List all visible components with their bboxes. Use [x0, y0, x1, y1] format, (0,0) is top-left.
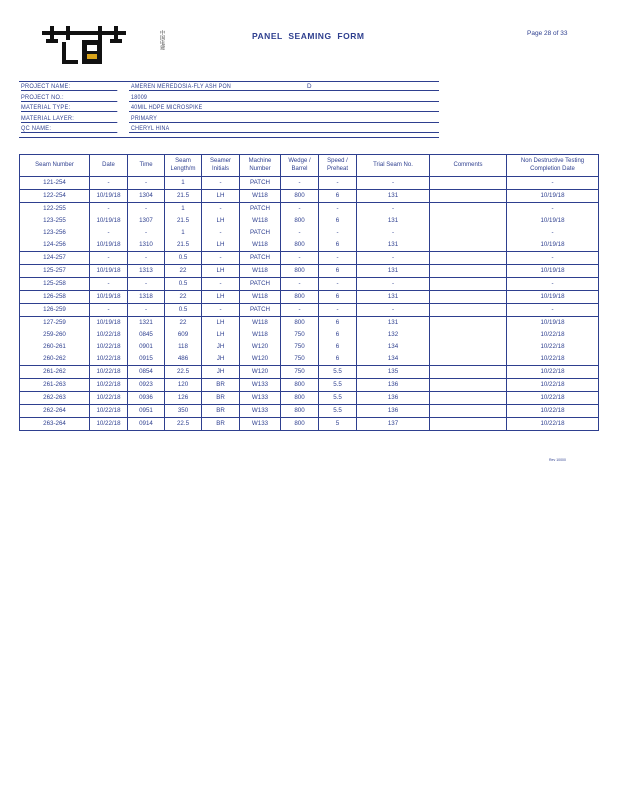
- cell-initials: JH: [202, 366, 240, 379]
- header-line-1: Seam Number: [35, 161, 74, 168]
- cell-initials: -: [202, 278, 240, 291]
- header-line-2: Initials: [211, 165, 229, 172]
- cell-trial: 131: [357, 291, 430, 304]
- cell-seam: 124-256: [20, 239, 90, 252]
- cell-seam: 263-264: [20, 418, 90, 431]
- column-header: [202, 155, 240, 177]
- logo-mark-icon: [42, 26, 126, 66]
- cell-speed: -: [319, 177, 357, 190]
- cell-time: 0914: [128, 418, 165, 431]
- cell-trial: 132: [357, 329, 430, 341]
- cell-seam: 122-255: [20, 203, 90, 216]
- cell-length: 126: [165, 392, 202, 405]
- cell-date: 10/22/18: [90, 379, 128, 392]
- cell-wedge: 800: [281, 291, 319, 304]
- cell-date: 10/22/18: [90, 329, 128, 341]
- cell-comments: [430, 278, 507, 291]
- cell-speed: 5: [319, 418, 357, 431]
- cell-speed: -: [319, 252, 357, 265]
- cell-length: 22.5: [165, 366, 202, 379]
- cell-seam: 259-260: [20, 329, 90, 341]
- cell-trial: -: [357, 278, 430, 291]
- cell-date: -: [90, 177, 128, 190]
- column-header: [20, 155, 90, 177]
- cell-comments: [430, 265, 507, 278]
- cell-trial: -: [357, 252, 430, 265]
- table-row: [20, 366, 599, 379]
- cell-machine: W120: [240, 366, 281, 379]
- cell-comments: [430, 341, 507, 353]
- cell-date: 10/19/18: [90, 291, 128, 304]
- cell-wedge: 800: [281, 317, 319, 330]
- table-row: [20, 278, 599, 291]
- column-header: [90, 155, 128, 177]
- cell-time: 0845: [128, 329, 165, 341]
- cell-time: -: [128, 227, 165, 239]
- cell-wedge: -: [281, 304, 319, 317]
- cell-trial: 136: [357, 405, 430, 418]
- cell-trial: 131: [357, 317, 430, 330]
- cell-machine: PATCH: [240, 278, 281, 291]
- cell-time: 1318: [128, 291, 165, 304]
- cell-seam: 261-262: [20, 366, 90, 379]
- cell-initials: LH: [202, 215, 240, 227]
- table-row: [20, 317, 599, 330]
- table-row: [20, 329, 599, 341]
- cell-comments: [430, 418, 507, 431]
- cell-speed: 6: [319, 239, 357, 252]
- cell-comments: [430, 304, 507, 317]
- cell-ndt: 10/22/18: [507, 341, 599, 353]
- cell-wedge: 750: [281, 341, 319, 353]
- cell-date: 10/19/18: [90, 190, 128, 203]
- cell-seam: 261-263: [20, 379, 90, 392]
- form-title: PANEL SEAMING FORM: [252, 31, 365, 41]
- cell-wedge: 800: [281, 379, 319, 392]
- table-row: [20, 227, 599, 239]
- cell-wedge: -: [281, 278, 319, 291]
- cell-seam: 125-257: [20, 265, 90, 278]
- cell-ndt: 10/22/18: [507, 353, 599, 366]
- cell-comments: [430, 190, 507, 203]
- cell-machine: W118: [240, 215, 281, 227]
- cell-initials: LH: [202, 317, 240, 330]
- cell-wedge: 800: [281, 392, 319, 405]
- cell-speed: 6: [319, 265, 357, 278]
- cell-ndt: -: [507, 252, 599, 265]
- cell-speed: 6: [319, 190, 357, 203]
- cell-wedge: 750: [281, 366, 319, 379]
- cell-comments: [430, 215, 507, 227]
- cell-time: 0936: [128, 392, 165, 405]
- cell-date: 10/19/18: [90, 239, 128, 252]
- cell-speed: -: [319, 304, 357, 317]
- column-header: [165, 155, 202, 177]
- cell-trial: 134: [357, 341, 430, 353]
- cell-speed: 5.5: [319, 392, 357, 405]
- header-line-1: Date: [102, 161, 115, 168]
- cell-initials: LH: [202, 265, 240, 278]
- cell-length: 1: [165, 177, 202, 190]
- project-field-row: [19, 82, 439, 91]
- cell-speed: 6: [319, 291, 357, 304]
- cell-time: 1310: [128, 239, 165, 252]
- cell-date: -: [90, 252, 128, 265]
- page-number: Page 28 of 33: [527, 30, 568, 37]
- cell-ndt: 10/19/18: [507, 239, 599, 252]
- cell-time: -: [128, 278, 165, 291]
- project-info-block: [19, 81, 439, 138]
- header-line-2: Length/m: [170, 165, 196, 172]
- cell-wedge: 800: [281, 215, 319, 227]
- column-header: [319, 155, 357, 177]
- cell-length: 1: [165, 227, 202, 239]
- cell-machine: W120: [240, 341, 281, 353]
- cell-wedge: 750: [281, 353, 319, 366]
- cell-wedge: 800: [281, 190, 319, 203]
- project-field-value: 18009: [131, 93, 148, 101]
- cell-ndt: -: [507, 304, 599, 317]
- project-field-value: PRIMARY: [131, 114, 158, 122]
- cell-length: 0.5: [165, 278, 202, 291]
- cell-wedge: -: [281, 252, 319, 265]
- table-row: [20, 341, 599, 353]
- cell-seam: 260-261: [20, 341, 90, 353]
- cell-time: 0901: [128, 341, 165, 353]
- cell-date: 10/19/18: [90, 215, 128, 227]
- project-field-label: QC NAME:: [21, 124, 117, 133]
- cell-initials: -: [202, 252, 240, 265]
- project-field-row: [19, 124, 439, 133]
- header-line-2: Preheat: [326, 165, 348, 172]
- cell-ndt: 10/22/18: [507, 366, 599, 379]
- table-row: [20, 239, 599, 252]
- cell-ndt: -: [507, 203, 599, 216]
- cell-length: 350: [165, 405, 202, 418]
- field-underline: [129, 101, 439, 102]
- column-header: [240, 155, 281, 177]
- table-row: [20, 392, 599, 405]
- table-row: [20, 379, 599, 392]
- cell-initials: LH: [202, 329, 240, 341]
- cell-wedge: -: [281, 227, 319, 239]
- cell-time: 1313: [128, 265, 165, 278]
- table-row: [20, 291, 599, 304]
- cell-trial: 137: [357, 418, 430, 431]
- cell-ndt: -: [507, 227, 599, 239]
- cell-date: 10/22/18: [90, 353, 128, 366]
- cell-machine: PATCH: [240, 252, 281, 265]
- table-row: [20, 265, 599, 278]
- project-field-label: PROJECT NAME:: [21, 82, 117, 91]
- header-line-2: Number: [249, 165, 271, 172]
- cell-time: -: [128, 304, 165, 317]
- cell-comments: [430, 317, 507, 330]
- table-row: [20, 252, 599, 265]
- column-header: [507, 155, 599, 177]
- cell-initials: BR: [202, 379, 240, 392]
- cell-length: 609: [165, 329, 202, 341]
- cell-time: -: [128, 203, 165, 216]
- cell-length: 120: [165, 379, 202, 392]
- cell-trial: 131: [357, 190, 430, 203]
- cell-trial: -: [357, 203, 430, 216]
- cell-trial: 134: [357, 353, 430, 366]
- cell-machine: W118: [240, 291, 281, 304]
- cell-date: 10/22/18: [90, 405, 128, 418]
- cell-machine: W120: [240, 353, 281, 366]
- cell-time: 0854: [128, 366, 165, 379]
- cell-trial: 136: [357, 392, 430, 405]
- cell-initials: BR: [202, 392, 240, 405]
- cell-ndt: 10/22/18: [507, 392, 599, 405]
- project-field-label: MATERIAL LAYER:: [21, 114, 117, 123]
- cell-date: -: [90, 227, 128, 239]
- cell-ndt: -: [507, 278, 599, 291]
- project-field-label: MATERIAL TYPE:: [21, 103, 117, 112]
- cell-comments: [430, 252, 507, 265]
- field-underline: [129, 132, 439, 133]
- cell-wedge: -: [281, 203, 319, 216]
- cell-wedge: 800: [281, 265, 319, 278]
- cell-trial: 131: [357, 239, 430, 252]
- cell-date: -: [90, 278, 128, 291]
- cell-comments: [430, 239, 507, 252]
- cell-length: 22.5: [165, 418, 202, 431]
- cell-date: 10/19/18: [90, 265, 128, 278]
- cell-trial: 131: [357, 265, 430, 278]
- cell-comments: [430, 203, 507, 216]
- cell-wedge: 800: [281, 418, 319, 431]
- cell-length: 118: [165, 341, 202, 353]
- header-line-1: Time: [139, 161, 153, 168]
- cell-speed: -: [319, 278, 357, 291]
- cell-wedge: 800: [281, 239, 319, 252]
- cell-length: 22: [165, 291, 202, 304]
- cell-time: 0951: [128, 405, 165, 418]
- cell-seam: 126-258: [20, 291, 90, 304]
- cell-speed: 6: [319, 341, 357, 353]
- table-header-row: [20, 155, 599, 177]
- header-line-1: Seamer: [209, 158, 231, 164]
- cell-ndt: 10/22/18: [507, 329, 599, 341]
- cell-length: 21.5: [165, 239, 202, 252]
- column-header: [128, 155, 165, 177]
- cell-initials: -: [202, 203, 240, 216]
- cell-time: 1321: [128, 317, 165, 330]
- cell-ndt: 10/22/18: [507, 405, 599, 418]
- company-logo: [42, 26, 165, 66]
- cell-ndt: 10/19/18: [507, 317, 599, 330]
- cell-initials: LH: [202, 239, 240, 252]
- project-field-value: CHERYL HINA: [131, 125, 170, 132]
- cell-machine: PATCH: [240, 203, 281, 216]
- cell-initials: JH: [202, 353, 240, 366]
- project-field-row: [19, 93, 439, 102]
- cell-ndt: 10/19/18: [507, 291, 599, 304]
- cell-time: 1304: [128, 190, 165, 203]
- cell-time: 0923: [128, 379, 165, 392]
- cell-machine: W133: [240, 379, 281, 392]
- table-row: [20, 304, 599, 317]
- cell-trial: 136: [357, 379, 430, 392]
- project-field-row: [19, 114, 439, 123]
- table-body: [20, 177, 599, 431]
- cell-speed: 5.5: [319, 379, 357, 392]
- cell-trial: -: [357, 304, 430, 317]
- cell-speed: -: [319, 203, 357, 216]
- project-field-extra: D: [307, 83, 312, 90]
- cell-initials: LH: [202, 190, 240, 203]
- cell-machine: W118: [240, 190, 281, 203]
- cell-initials: LH: [202, 291, 240, 304]
- cell-seam: 124-257: [20, 252, 90, 265]
- cell-seam: 123-255: [20, 215, 90, 227]
- cell-speed: -: [319, 227, 357, 239]
- cell-seam: 125-258: [20, 278, 90, 291]
- cell-seam: 121-254: [20, 177, 90, 190]
- cell-initials: BR: [202, 418, 240, 431]
- table-row: [20, 177, 599, 190]
- cell-seam: 260-262: [20, 353, 90, 366]
- table-row: [20, 215, 599, 227]
- table-row: [20, 418, 599, 431]
- cell-trial: 135: [357, 366, 430, 379]
- cell-date: -: [90, 304, 128, 317]
- cell-ndt: 10/19/18: [507, 215, 599, 227]
- cell-machine: PATCH: [240, 227, 281, 239]
- cell-ndt: 10/22/18: [507, 379, 599, 392]
- cell-ndt: 10/22/18: [507, 418, 599, 431]
- cell-wedge: 750: [281, 329, 319, 341]
- cell-time: 0915: [128, 353, 165, 366]
- cell-time: 1307: [128, 215, 165, 227]
- cell-ndt: 10/19/18: [507, 265, 599, 278]
- cell-initials: -: [202, 177, 240, 190]
- project-field-value: 40MIL HDPE MICROSPIKE: [131, 104, 203, 111]
- header-line-1: Comments: [453, 161, 483, 168]
- cell-wedge: 800: [281, 405, 319, 418]
- cell-machine: W133: [240, 405, 281, 418]
- project-field-label: PROJECT NO.:: [21, 93, 117, 102]
- cell-length: 0.5: [165, 304, 202, 317]
- project-field-row: [19, 103, 439, 112]
- cell-date: 10/22/18: [90, 418, 128, 431]
- logo-text: 中国电建: [159, 30, 165, 50]
- header-line-2: Barrel: [291, 165, 308, 172]
- cell-length: 21.5: [165, 215, 202, 227]
- cell-comments: [430, 392, 507, 405]
- cell-seam: 262-264: [20, 405, 90, 418]
- cell-seam: 126-259: [20, 304, 90, 317]
- cell-time: -: [128, 252, 165, 265]
- cell-machine: W133: [240, 392, 281, 405]
- cell-date: 10/22/18: [90, 341, 128, 353]
- table-row: [20, 353, 599, 366]
- cell-seam: 127-259: [20, 317, 90, 330]
- table-row: [20, 203, 599, 216]
- header-line-1: Seam: [175, 158, 191, 164]
- cell-initials: JH: [202, 341, 240, 353]
- column-header: [281, 155, 319, 177]
- cell-date: 10/22/18: [90, 366, 128, 379]
- header-line-1: Non Destructive Testing: [520, 158, 585, 164]
- cell-date: 10/22/18: [90, 392, 128, 405]
- cell-comments: [430, 329, 507, 341]
- cell-machine: W118: [240, 317, 281, 330]
- cell-date: -: [90, 203, 128, 216]
- cell-length: 0.5: [165, 252, 202, 265]
- header-line-1: Trial Seam No.: [373, 161, 413, 168]
- header-line-1: Machine: [248, 158, 272, 164]
- cell-length: 21.5: [165, 190, 202, 203]
- cell-trial: -: [357, 177, 430, 190]
- header-line-1: Wedge /: [288, 158, 311, 164]
- cell-machine: W118: [240, 329, 281, 341]
- header-line-1: Speed /: [327, 158, 348, 164]
- cell-length: 22: [165, 317, 202, 330]
- table-row: [20, 405, 599, 418]
- cell-speed: 6: [319, 329, 357, 341]
- cell-machine: W133: [240, 418, 281, 431]
- cell-comments: [430, 405, 507, 418]
- cell-machine: W118: [240, 265, 281, 278]
- cell-speed: 6: [319, 317, 357, 330]
- cell-length: 22: [165, 265, 202, 278]
- cell-time: -: [128, 177, 165, 190]
- cell-comments: [430, 291, 507, 304]
- cell-initials: -: [202, 304, 240, 317]
- cell-speed: 6: [319, 215, 357, 227]
- cell-speed: 5.5: [319, 405, 357, 418]
- cell-speed: 6: [319, 353, 357, 366]
- cell-comments: [430, 379, 507, 392]
- cell-seam: 122-254: [20, 190, 90, 203]
- cell-date: 10/19/18: [90, 317, 128, 330]
- table-row: [20, 190, 599, 203]
- revision-note: Rev 10000: [549, 458, 566, 462]
- cell-comments: [430, 353, 507, 366]
- cell-length: 486: [165, 353, 202, 366]
- cell-initials: BR: [202, 405, 240, 418]
- cell-machine: W118: [240, 239, 281, 252]
- cell-machine: PATCH: [240, 304, 281, 317]
- field-underline: [129, 122, 439, 123]
- cell-trial: -: [357, 227, 430, 239]
- cell-seam: 262-263: [20, 392, 90, 405]
- cell-length: 1: [165, 203, 202, 216]
- cell-seam: 123-256: [20, 227, 90, 239]
- cell-ndt: 10/19/18: [507, 190, 599, 203]
- seaming-table: [19, 154, 599, 431]
- cell-comments: [430, 177, 507, 190]
- cell-comments: [430, 366, 507, 379]
- header-line-2: Completion Date: [530, 165, 575, 172]
- cell-initials: -: [202, 227, 240, 239]
- cell-wedge: -: [281, 177, 319, 190]
- cell-ndt: -: [507, 177, 599, 190]
- cell-comments: [430, 227, 507, 239]
- project-field-value: AMEREN MEREDOSIA-FLY ASH PON: [131, 83, 232, 90]
- cell-machine: PATCH: [240, 177, 281, 190]
- column-header: [357, 155, 430, 177]
- cell-speed: 5.5: [319, 366, 357, 379]
- column-header: [430, 155, 507, 177]
- cell-trial: 131: [357, 215, 430, 227]
